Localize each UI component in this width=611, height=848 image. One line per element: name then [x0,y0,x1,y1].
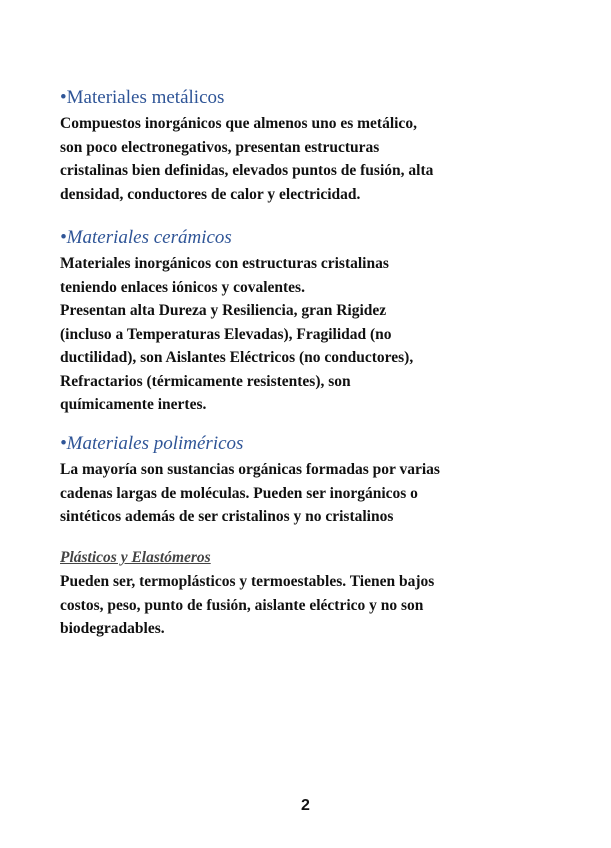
heading-text: Materiales metálicos [66,87,225,108]
page-number: 2 [301,797,310,814]
text-line: químicamente inertes. [60,396,207,413]
text-line: teniendo enlaces iónicos y covalentes. [60,278,305,296]
text-line: son poco electronegativos, presentan estructuras [60,138,380,156]
text-line: cristalinas bien definidas, elevados puntos de fusión, alta [60,162,434,179]
section-heading [60,432,570,456]
text-line: (incluso a Temperaturas Elevadas), Fragilidad (no [60,325,392,343]
section-heading [60,226,570,250]
heading-text: Materiales poliméricos [66,433,244,454]
text-line: Refractarios (térmicamente resistentes), son [60,372,351,390]
section-body [60,458,570,529]
subsection-heading: Plásticos y Elastómeros [60,549,211,566]
section-body [60,112,570,206]
section-heading [60,86,570,110]
section-polymeric-materials [60,432,570,529]
subsection-plastics-elastomers [60,547,570,641]
text-line: Pueden ser, termoplásticos y termoestables. Tienen bajos [60,573,435,590]
section-body [60,252,570,417]
text-line: biodegradables. [60,620,165,637]
section-body [60,570,570,641]
section-ceramic-materials [60,226,570,417]
text-line: densidad, conductores de calor y electricidad. [60,185,361,203]
bullet-point: • [60,227,67,248]
bullet-point: • [60,433,67,454]
text-line: cadenas largas de moléculas. Pueden ser inorgánicos o [60,484,418,502]
text-line: Compuestos inorgánicos que almenos uno es metálico, [60,115,417,132]
text-line: Presentan alta Dureza y Resiliencia, gran Rigidez [60,302,387,319]
text-line: La mayoría son sustancias orgánicas formadas por varias [60,461,440,478]
text-line: sintéticos además de ser cristalinos y no cristalinos [60,508,394,525]
text-line: Materiales inorgánicos con estructuras cristalinas [60,255,389,272]
heading-text: Materiales cerámicos [66,227,232,248]
text-line: costos, peso, punto de fusión, aislante eléctrico y no son [60,596,424,614]
text-line: ductilidad), son Aislantes Eléctricos (no conductores), [60,349,414,366]
bullet-point: • [60,87,67,108]
section-metallic-materials [60,86,570,206]
